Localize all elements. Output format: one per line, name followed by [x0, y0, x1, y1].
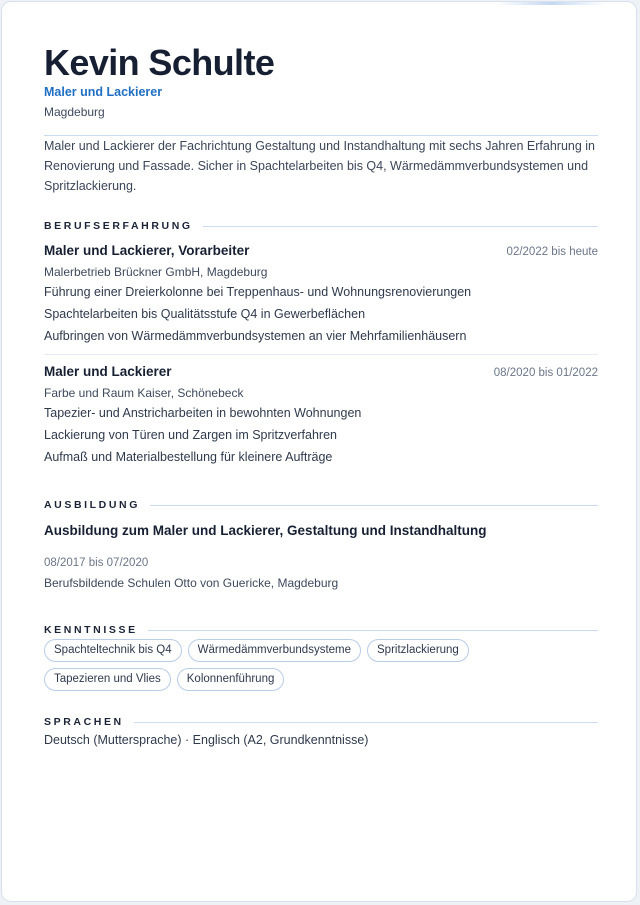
job-bullet: Lackierung von Türen und Zargen im Spritzverfahren — [44, 428, 337, 442]
section-experience-title: BERUFSERFAHRUNG — [44, 220, 193, 232]
skill-chip: Spritzlackierung — [367, 639, 469, 662]
section-experience — [44, 219, 598, 233]
section-education — [44, 498, 598, 512]
candidate-name: Kevin Schulte — [44, 42, 275, 83]
skill-chip: Wärmedämmverbundsysteme — [188, 639, 361, 662]
section-languages-title: SPRACHEN — [44, 716, 124, 728]
skill-chip: Spachteltechnik bis Q4 — [44, 639, 182, 662]
job-date: 08/2020 bis 01/2022 — [493, 367, 598, 379]
section-rule — [203, 226, 598, 227]
section-rule — [150, 505, 598, 506]
section-rule — [134, 722, 598, 723]
candidate-city: Magdeburg — [44, 105, 105, 119]
job-bullet: Tapezier- und Anstricharbeiten in bewohnten Wohnungen — [44, 406, 362, 420]
job-divider — [44, 354, 598, 355]
education-date: 08/2017 bis 07/2020 — [44, 557, 149, 569]
education-title: Ausbildung zum Maler und Lackierer, Gestaltung und Instandhaltung — [44, 523, 487, 538]
section-languages — [44, 715, 598, 729]
job-entry-2 — [44, 364, 598, 468]
job-bullet: Aufmaß und Materialbestellung für kleinere Aufträge — [44, 450, 333, 464]
job-bullets — [44, 402, 598, 468]
skills-list — [44, 639, 598, 691]
job-bullet: Aufbringen von Wärmedämmverbundsystemen an vier Mehrfamilienhäusern — [44, 329, 467, 343]
section-education-title: AUSBILDUNG — [44, 499, 140, 511]
top-glow — [496, 2, 606, 5]
section-rule — [148, 630, 598, 631]
languages-text: Deutsch (Muttersprache) · Englisch (A2, Grundkenntnisse) — [44, 733, 369, 747]
job-bullet: Spachtelarbeiten bis Qualitätsstufe Q4 in Gewerbeflächen — [44, 307, 366, 321]
section-skills-title: KENNTNISSE — [44, 624, 138, 636]
job-company: Farbe und Raum Kaiser, Schönebeck — [44, 386, 244, 400]
candidate-role: Maler und Lackierer — [44, 85, 163, 99]
job-title: Maler und Lackierer — [44, 364, 172, 379]
section-skills — [44, 623, 598, 637]
job-bullet: Führung einer Dreierkolonne bei Treppenhaus- und Wohnungsrenovierungen — [44, 285, 472, 299]
skill-chip: Tapezieren und Vlies — [44, 668, 171, 691]
education-school: Berufsbildende Schulen Otto von Guericke, Magdeburg — [44, 576, 339, 590]
job-entry-1 — [44, 243, 598, 347]
job-title: Maler und Lackierer, Vorarbeiter — [44, 243, 250, 258]
job-bullets — [44, 281, 598, 347]
skill-chip: Kolonnenführung — [177, 668, 285, 691]
job-date: 02/2022 bis heute — [506, 246, 598, 258]
resume-page — [1, 1, 637, 902]
job-company: Malerbetrieb Brückner GmbH, Magdeburg — [44, 265, 268, 279]
profile-summary: Maler und Lackierer der Fachrichtung Gestaltung und Instandhaltung mit sechs Jahren Erfahrung in Renovierung und Fassade. Sicher in Spachtelarbeiten bis Q4, Wärmedämmverbundsystemen und Spritzlackierung. — [44, 139, 596, 193]
